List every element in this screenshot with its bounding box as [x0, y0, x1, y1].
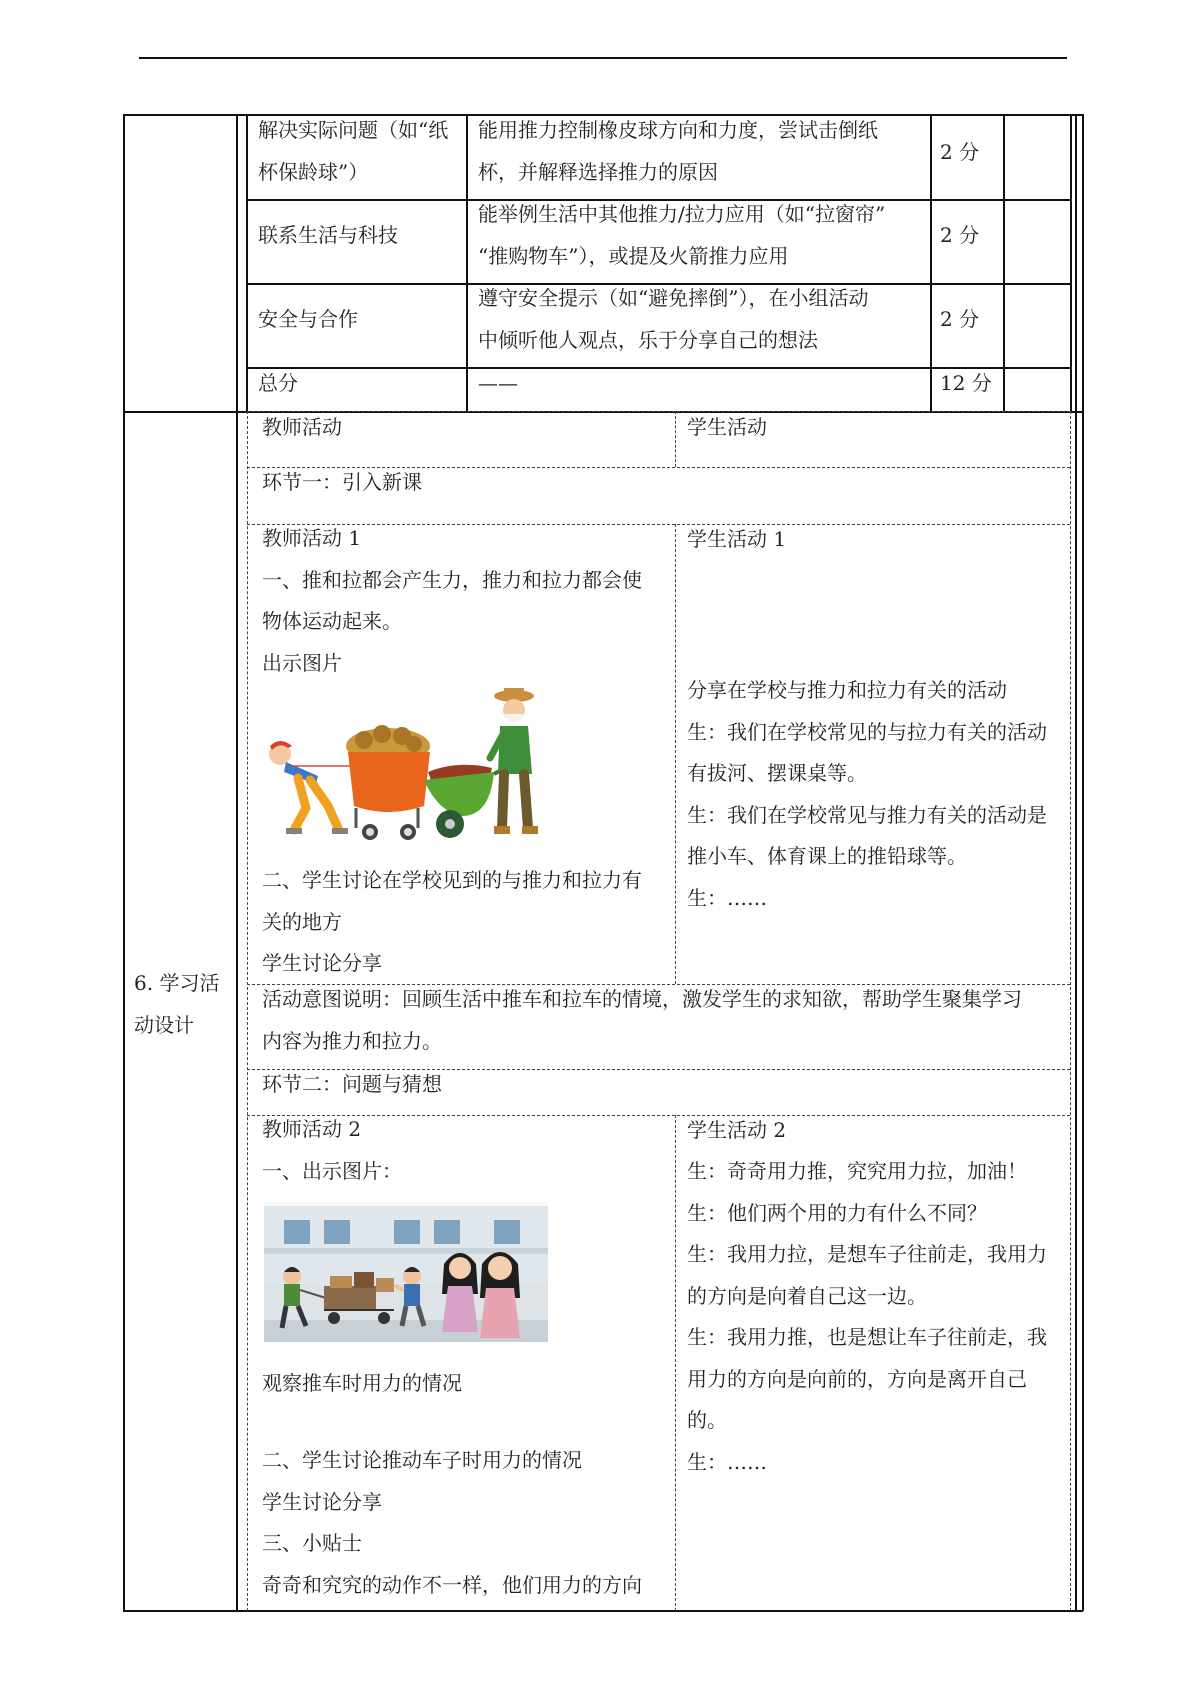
- rubric-total-description: ——: [478, 371, 518, 395]
- text-line: 杯，并解释选择推力的原因: [478, 159, 718, 184]
- rubric-row-3-score: 2 分: [940, 307, 980, 331]
- text-line: 的。: [687, 1408, 727, 1432]
- dashed-mid-activity-2: [675, 1115, 676, 1611]
- text-line: 6. 学习活: [134, 971, 220, 995]
- text-line: 关的地方: [262, 909, 342, 934]
- text-line: 教师活动 1: [262, 526, 362, 550]
- teacher-activity-header: 教师活动: [262, 415, 342, 439]
- rubric-row-2-score: 2 分: [940, 223, 980, 247]
- text-line: 生：我用力推，也是想让车子往前走，我: [687, 1325, 1047, 1349]
- text-line: 能用推力控制橡皮球方向和力度，尝试击倒纸: [478, 118, 878, 142]
- student-activity-1: [687, 670, 1047, 919]
- text-line: 杯保龄球”）: [258, 159, 369, 184]
- text-line: 一、推和拉都会产生力，推力和拉力都会使: [262, 567, 642, 592]
- text-line: 中倾听他人观点，乐于分享自己的想法: [478, 327, 818, 352]
- orange-cart-body: [348, 752, 430, 812]
- dashed-mid-activity-1: [675, 524, 676, 984]
- text-line: 生：他们两个用的力有什么不同？: [687, 1200, 987, 1225]
- rubric-row-1-score: 2 分: [940, 140, 980, 164]
- text-line: 教师活动 2: [262, 1117, 362, 1141]
- label-column-divider: [236, 114, 238, 1611]
- rubric-row-2-description: [478, 194, 885, 277]
- rubric-row-3-criterion: 安全与合作: [258, 307, 358, 331]
- text-line: 能举例生活中其他推力/拉力应用（如“拉窗帘”: [478, 202, 886, 226]
- text-line: 内容为推力和拉力。: [262, 1028, 442, 1053]
- text-line: 生：奇奇用力推，究究用力拉，加油！: [687, 1159, 1027, 1183]
- table-right-border: [1082, 114, 1084, 1611]
- text-line: 奇奇和究究的动作不一样，他们用力的方向: [262, 1572, 642, 1597]
- push-pull-cart-illustration: [258, 688, 558, 850]
- text-line: 动设计: [134, 1012, 194, 1037]
- street-cart-scene-illustration: [264, 1202, 548, 1342]
- section-1-title: 环节一：引入新课: [262, 470, 422, 494]
- text-line: 推小车、体育课上的推铅球等。: [687, 844, 967, 868]
- rubric-row-2-criterion: 联系生活与科技: [258, 223, 398, 247]
- text-line: 生：我用力拉，是想车子往前走，我用力: [687, 1242, 1047, 1266]
- rubric-row-1-criterion: [258, 110, 448, 193]
- dashed-left-border: [247, 411, 248, 1611]
- text-line: 学生讨论分享: [262, 1489, 382, 1514]
- student-activity-2: [687, 1151, 1047, 1483]
- text-line: 生：我们在学校常见的与拉力有关的活动: [687, 719, 1047, 744]
- teacher-activity-1: [262, 518, 642, 684]
- table-left-border: [123, 114, 125, 1611]
- text-line: 有拔河、摆课桌等。: [687, 761, 867, 785]
- dashed-mid-header: [675, 411, 676, 467]
- student-activity-1-title: 学生活动 1: [687, 527, 787, 551]
- teacher-activity-2-discussion: [262, 1440, 642, 1606]
- text-line: 生：我们在学校常见与推力有关的活动是: [687, 802, 1047, 827]
- text-line: 用力的方向是向前的，方向是离开自己: [687, 1366, 1027, 1391]
- pulling-boy: [269, 741, 358, 834]
- text-line: 的方向是向着自己这一边。: [687, 1283, 927, 1308]
- text-line: 学生讨论分享: [262, 951, 382, 975]
- text-line: 生：……: [687, 1449, 767, 1474]
- section-2-title: 环节二：问题与猜想: [262, 1072, 442, 1096]
- text-line: “推购物车”），或提及火箭推力应用: [478, 243, 789, 268]
- dashed-top-border: [247, 411, 1070, 412]
- text-line: 解决实际问题（如“纸: [258, 118, 449, 142]
- teacher-activity-2-intro: [262, 1109, 402, 1192]
- text-line: 活动意图说明：回顾生活中推车和拉车的情境，激发学生的求知欲，帮助学生聚集学习: [262, 987, 1022, 1011]
- orange-cart: [346, 725, 430, 840]
- rubric-row-3-description: [478, 278, 868, 361]
- text-line: 分享在学校与推力和拉力有关的活动: [687, 678, 1007, 702]
- text-line: 二、学生讨论推动车子时用力的情况: [262, 1448, 582, 1472]
- text-line: 遵守安全提示（如“避免摔倒”），在小组活动: [478, 286, 869, 310]
- text-line: 一、出示图片：: [262, 1158, 402, 1183]
- teacher-activity-2-observe: 观察推车时用力的情况: [262, 1371, 462, 1395]
- text-line: 出示图片: [262, 650, 342, 675]
- teacher-activity-1-discussion: [262, 860, 642, 985]
- rubric-total-label: 总分: [258, 371, 298, 395]
- activity-intent-note: [262, 979, 1022, 1062]
- text-line: 三、小贴士: [262, 1531, 362, 1555]
- table-bottom-border: [123, 1610, 1083, 1612]
- dashed-right-border: [1070, 411, 1071, 1611]
- student-activity-2-title: 学生活动 2: [687, 1118, 787, 1142]
- rubric-row-1-description: [478, 110, 878, 193]
- farmer-pushing: [490, 688, 538, 834]
- rubric-total-score: 12 分: [940, 371, 992, 395]
- student-activity-header: 学生活动: [687, 415, 767, 439]
- text-line: 生：……: [687, 885, 767, 910]
- text-line: 物体运动起来。: [262, 609, 402, 633]
- table-inner-right-border: [1075, 114, 1077, 1611]
- design-section-label: [134, 963, 219, 1046]
- text-line: 二、学生讨论在学校见到的与推力和拉力有: [262, 868, 642, 892]
- page-top-rule: [139, 57, 1067, 59]
